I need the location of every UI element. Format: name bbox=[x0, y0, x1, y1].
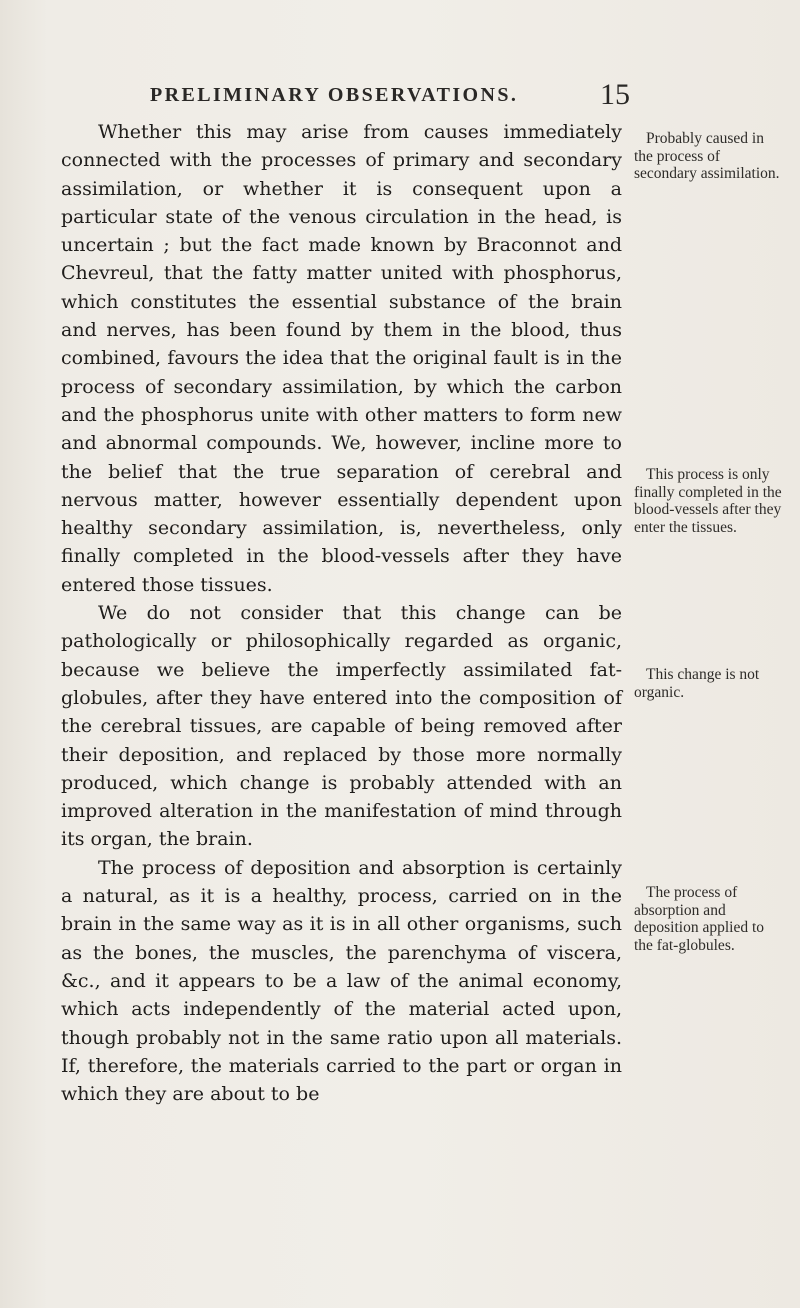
paragraph-3: The process of deposition and absorption is certainly a natural, as it is a healthy, process, carried on in the brain in the same way as it is in all other organisms, such as the bones, the muscles, the parenchyma of viscera, &c., and it appears to be a law of the animal economy, which acts independently of the material acted upon, though probably not in the same ratio upon all materials. If, therefore, the materials carried to the part or organ in which they are about to be bbox=[61, 856, 622, 1106]
running-head bbox=[150, 78, 630, 112]
paragraph-1: Whether this may arise from causes immediately connected with the processes of primary and secondary assimilation, or whether it is consequent upon a particular state of the venous circulation in the head, is uncertain ; but the fact made known by Braconnot and Chevreul, that the fatty matter united with phosphorus, which constitutes the essential substance of the brain and nerves, has been found by them in the blood, thus combined, favours the idea that the original fault is in the process of secondary assimilation, by which the carbon and the phosphorus unite with other matters to form new and abnormal compounds. We, however, incline more to the belief that the true separation of cerebral and nervous matter, however essentially dependent upon healthy secondary assimilation, is, nevertheless, only finally completed in the blood-vessels after they have entered those tissues. bbox=[61, 121, 622, 596]
body-text bbox=[61, 118, 622, 1108]
running-head-title: PRELIMINARY OBSERVATIONS. bbox=[150, 84, 519, 106]
marginal-note-text: The process of absorption and deposition applied to the fat-globules. bbox=[634, 884, 765, 954]
page-number: 15 bbox=[600, 78, 630, 111]
marginal-note-1 bbox=[634, 130, 784, 183]
marginal-note-text: This change is not organic. bbox=[634, 666, 760, 701]
paragraph-2: We do not consider that this change can be pathologically or philosophically regarded as organic, because we believe the imperfectly assimilated fat-globules, after they have entered into the composition of the cerebral tissues, are capable of being removed after their deposition, and replaced by those more normally produced, which change is probably attended with an improved alteration in the manifestation of mind through its organ, the brain. bbox=[61, 602, 622, 851]
marginal-note-3 bbox=[634, 666, 784, 701]
marginal-note-text: Probably caused in the process of secondary assimilation. bbox=[634, 130, 780, 182]
marginal-note-2 bbox=[634, 466, 784, 536]
marginal-note-4 bbox=[634, 884, 784, 954]
marginal-note-text: This process is only finally completed in the blood-vessels after they enter the tissues. bbox=[634, 466, 782, 536]
